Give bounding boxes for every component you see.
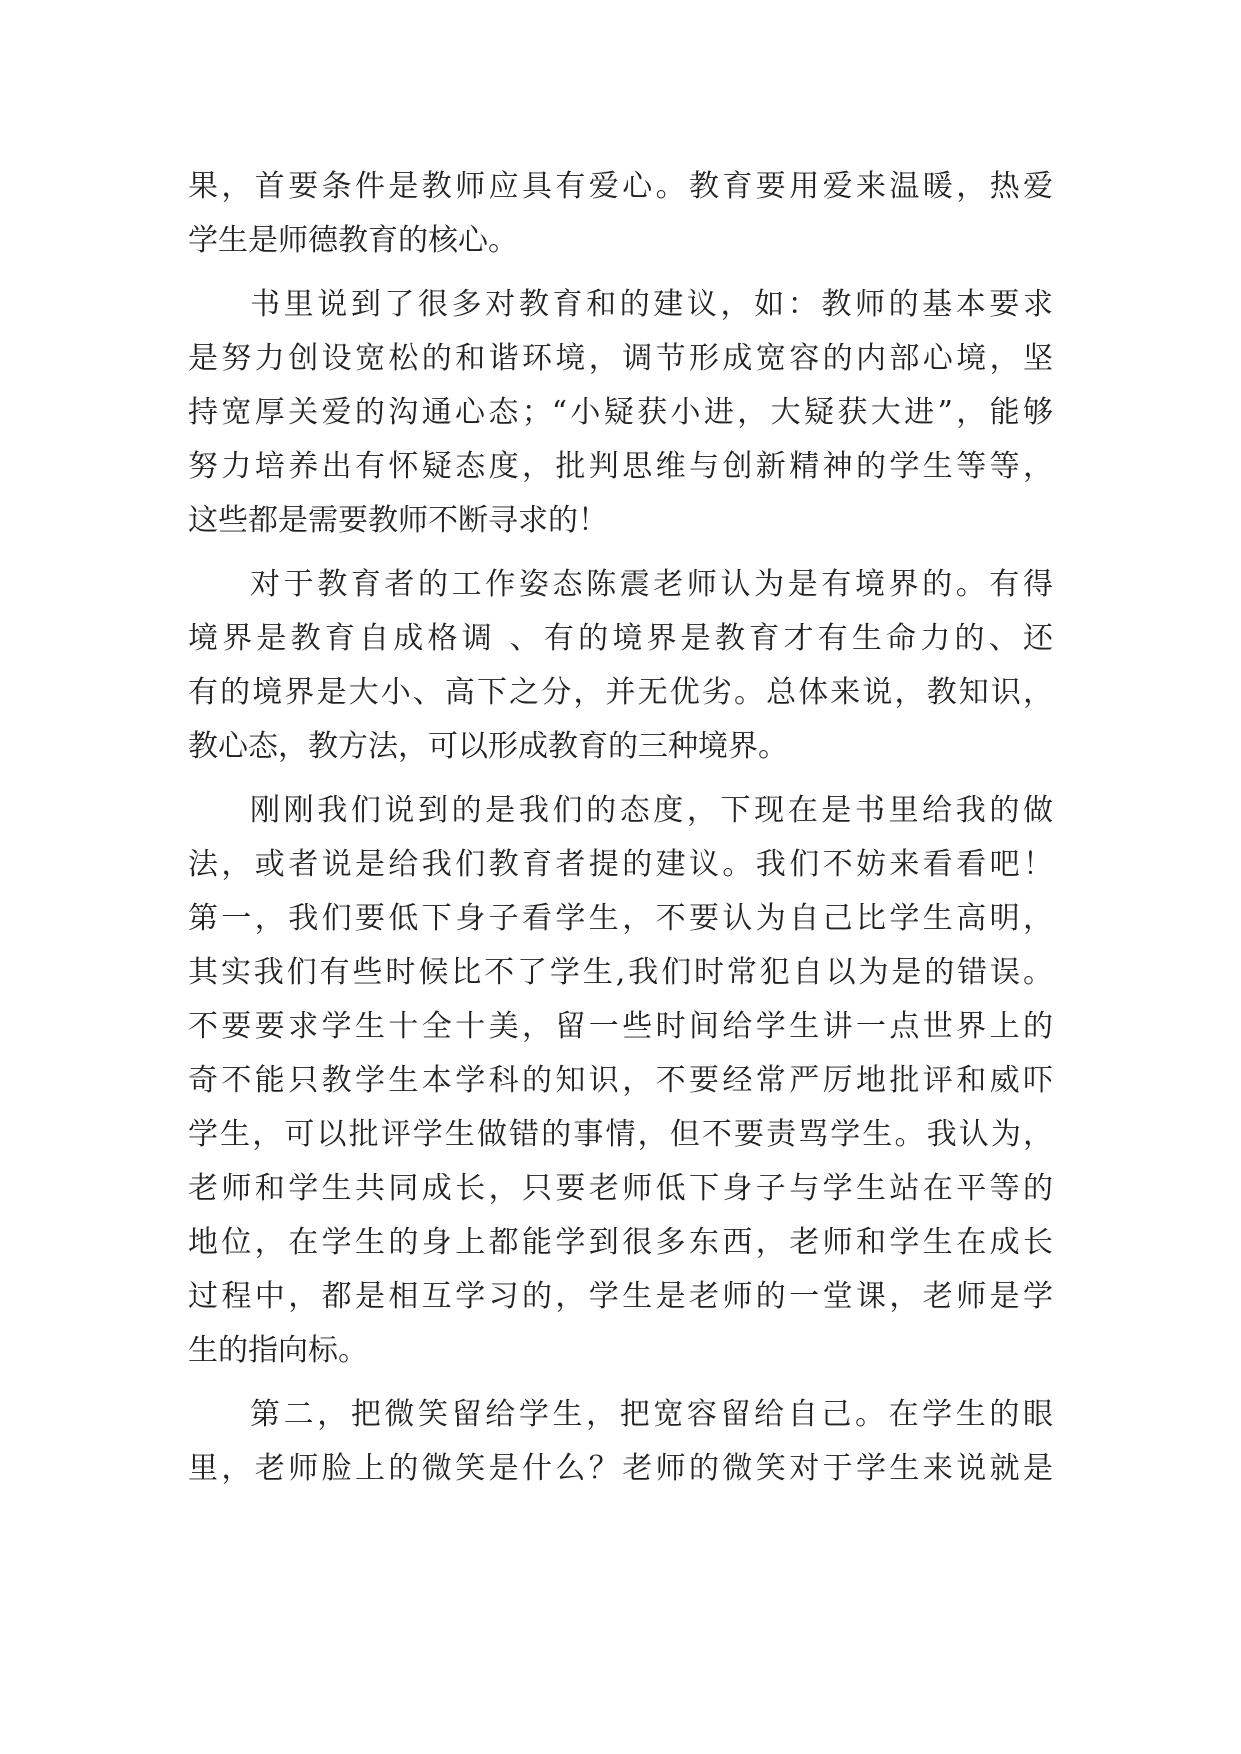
text-line: 有的境界是大小、高下之分，并无优劣。总体来说，教知识， <box>188 675 1053 710</box>
text-line: 其实我们有些时候比不了学生,我们时常犯自以为是的错误。 <box>188 955 1053 990</box>
text-line: 老师和学生共同成长，只要老师低下身子与学生站在平等的 <box>188 1171 1053 1206</box>
text-line: 刚刚我们说到的是我们的态度，下现在是书里给我的做 <box>250 793 1053 828</box>
text-line: 学生是师德教育的核心。 <box>188 223 518 258</box>
text-line: 第二，把微笑留给学生，把宽容留给自己。在学生的眼 <box>250 1397 1053 1432</box>
text-line: 过程中，都是相互学习的，学生是老师的一堂课，老师是学 <box>188 1279 1053 1314</box>
text-line: 果，首要条件是教师应具有爱心。教育要用爱来温暖，热爱 <box>188 169 1053 204</box>
text-line: 努力培养出有怀疑态度，批判思维与创新精神的学生等等， <box>188 449 1053 484</box>
paragraph <box>188 1388 1053 1496</box>
text-line: 不要要求学生十全十美，留一些时间给学生讲一点世界上的 <box>188 1009 1053 1044</box>
text-line: 是努力创设宽松的和谐环境，调节形成宽容的内部心境，坚 <box>188 341 1053 376</box>
text-line: 学生，可以批评学生做错的事情，但不要责骂学生。我认为， <box>188 1117 1053 1152</box>
text-line: 书里说到了很多对教育和的建议，如：教师的基本要求 <box>250 287 1053 322</box>
text-line: 教心态，教方法，可以形成教育的三种境界。 <box>188 729 788 764</box>
text-line: 里，老师脸上的微笑是什么？老师的微笑对于学生来说就是 <box>188 1451 1053 1486</box>
text-line: 法，或者说是给我们教育者提的建议。我们不妨来看看吧！ <box>188 847 1053 882</box>
paragraph <box>188 558 1053 774</box>
paragraph <box>188 160 1053 268</box>
text-line: 奇不能只教学生本学科的知识，不要经常严厉地批评和威吓 <box>188 1063 1053 1098</box>
paragraph <box>188 784 1053 1378</box>
text-line: 这些都是需要教师不断寻求的！ <box>188 503 608 538</box>
document-body <box>188 160 1053 1496</box>
paragraph <box>188 278 1053 548</box>
text-line: 地位，在学生的身上都能学到很多东西，老师和学生在成长 <box>188 1225 1053 1260</box>
text-line: 持宽厚关爱的沟通心态；“小疑获小进，大疑获大进”，能够 <box>188 395 1053 430</box>
text-line: 第一，我们要低下身子看学生，不要认为自己比学生高明， <box>188 901 1053 936</box>
text-line: 境界是教育自成格调 、有的境界是教育才有生命力的、还 <box>188 621 1053 656</box>
text-line: 对于教育者的工作姿态陈震老师认为是有境界的。有得 <box>250 567 1053 602</box>
text-line: 生的指向标。 <box>188 1333 368 1368</box>
